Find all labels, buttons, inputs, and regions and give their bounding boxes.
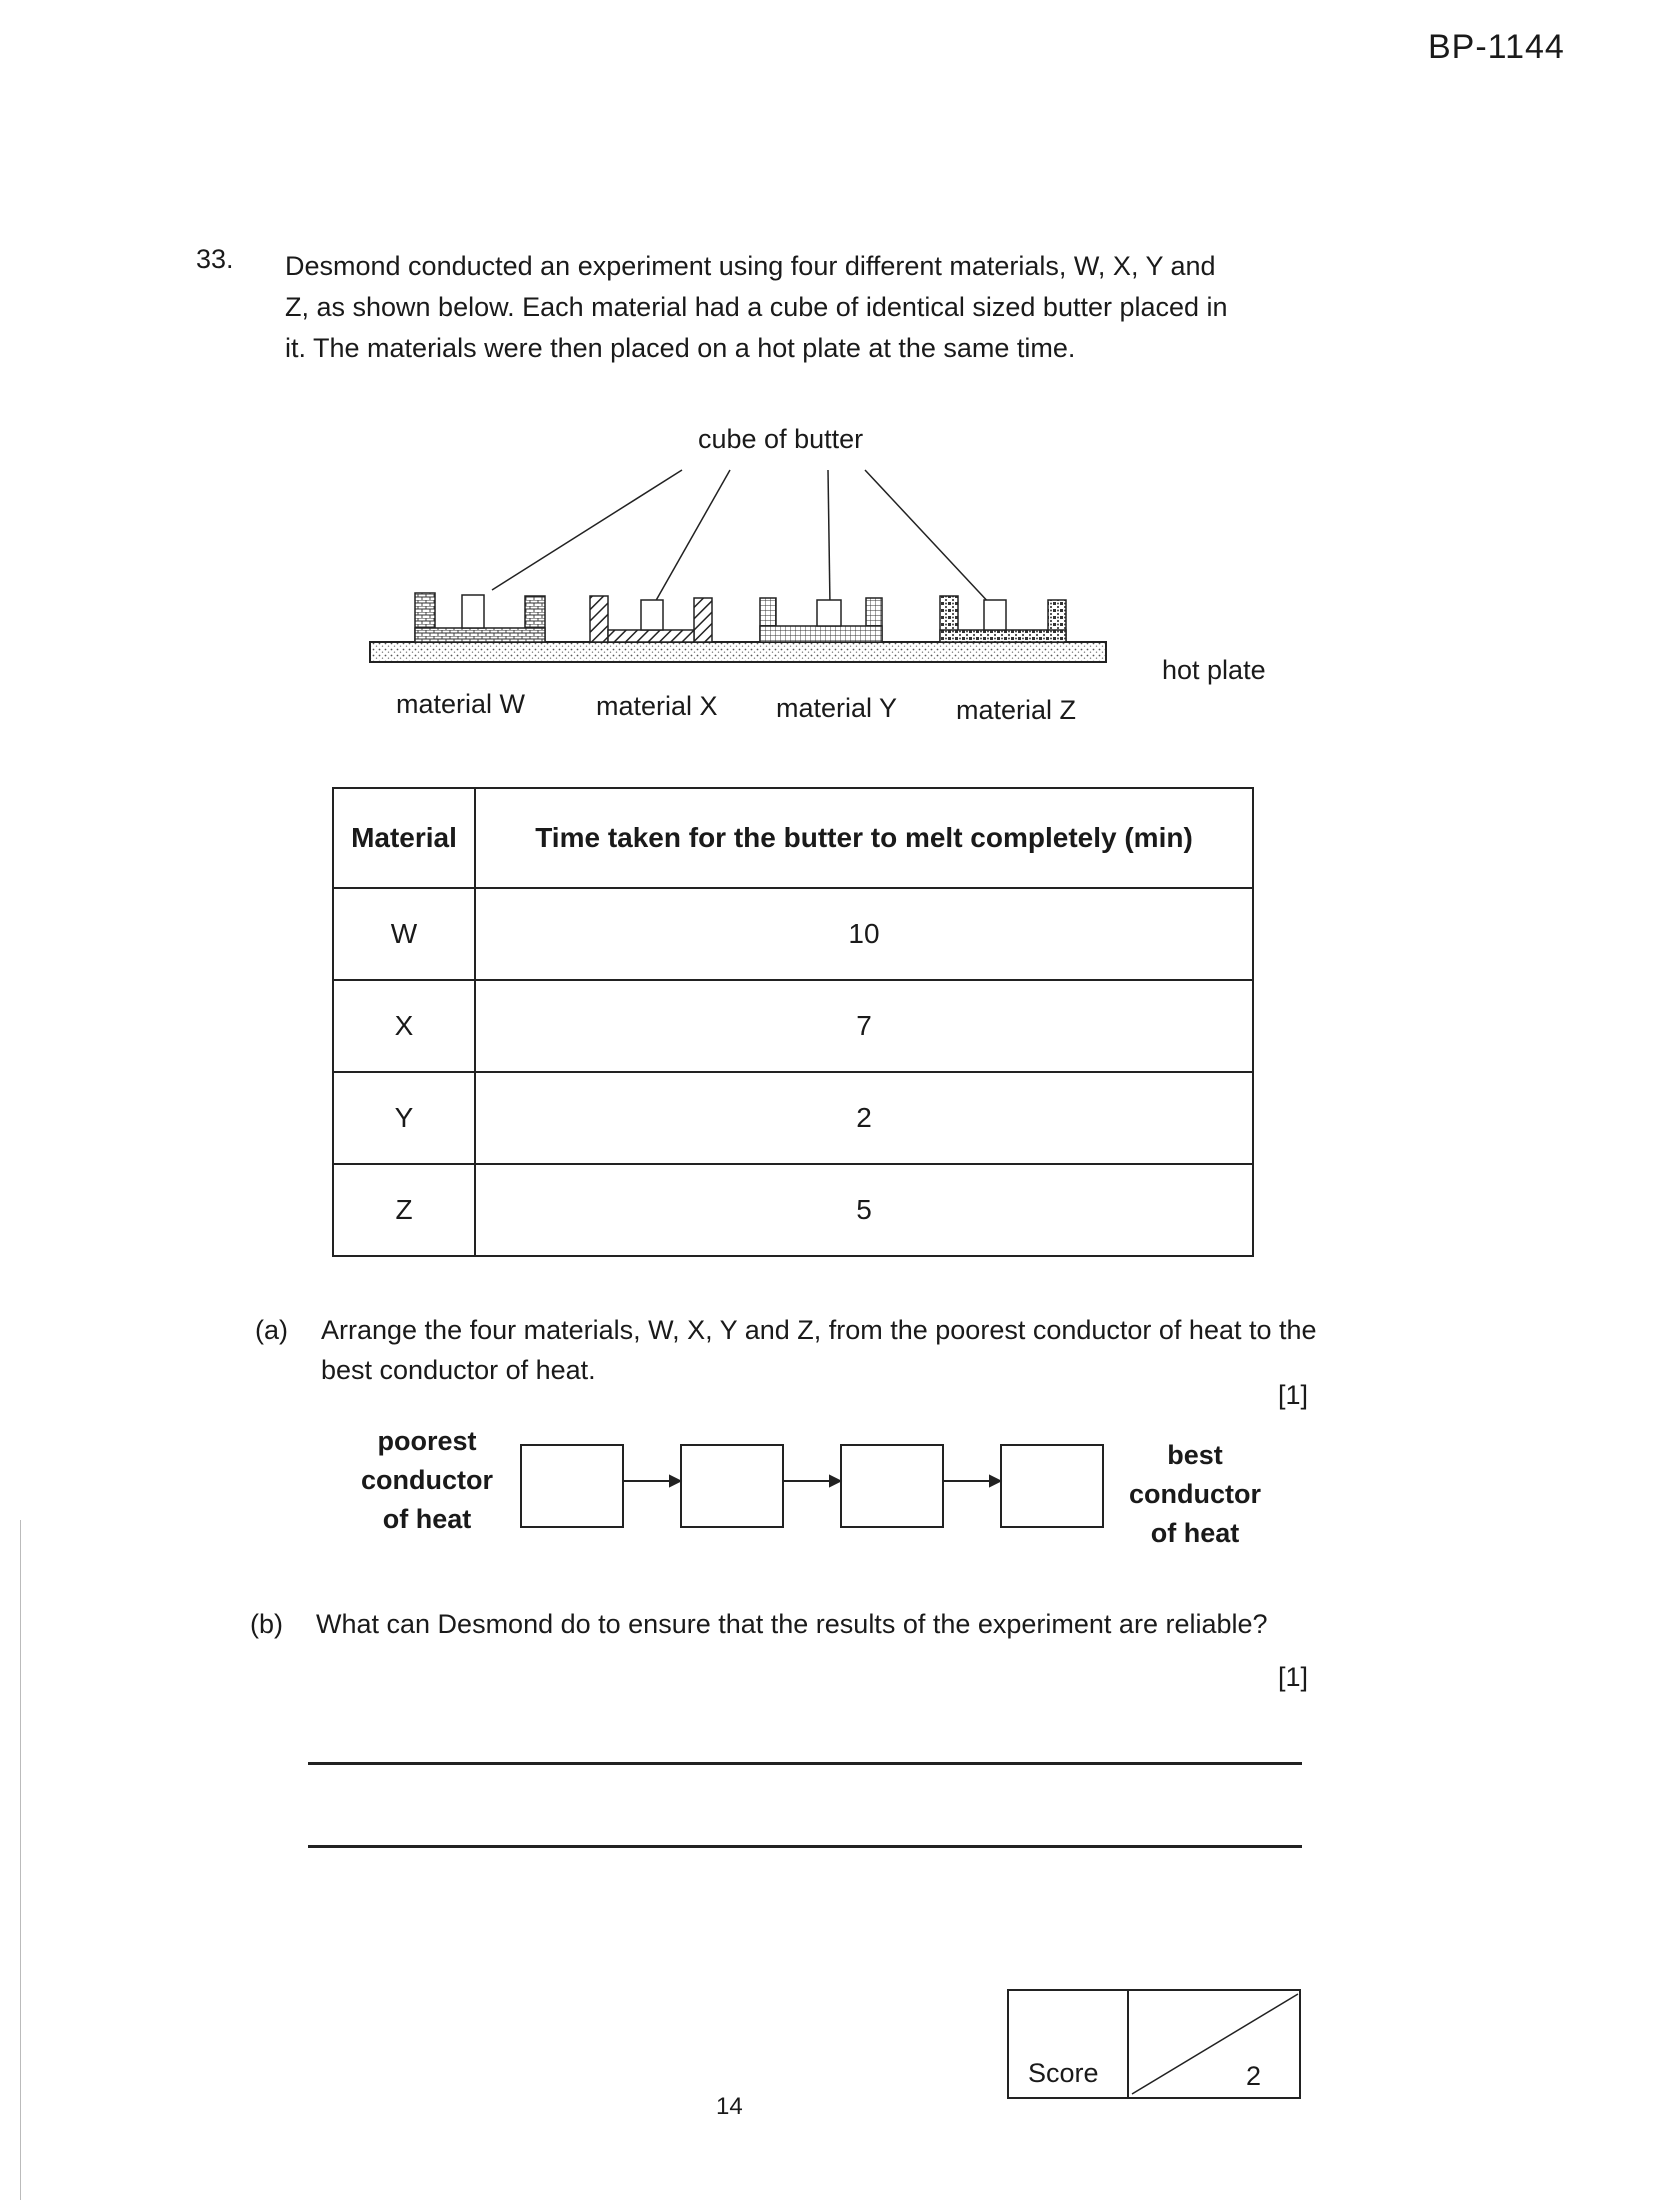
best-conductor-label [1115, 1436, 1275, 1553]
cell-time: 2 [475, 1072, 1253, 1164]
cell-time: 10 [475, 888, 1253, 980]
label-material-x: material X [596, 691, 718, 721]
material-z-container [940, 596, 1066, 642]
header-material: Material [333, 788, 475, 888]
intro-line-1: Desmond conducted an experiment using four different materials, W, X, Y and [285, 251, 1216, 281]
answer-line-1[interactable] [308, 1762, 1302, 1765]
best-label-line: of heat [1150, 1518, 1240, 1548]
table-row [333, 888, 1253, 980]
butter-label: cube of butter [698, 424, 864, 454]
part-a-label: (a) [255, 1315, 288, 1345]
label-material-y: material Y [776, 693, 898, 723]
poorest-conductor-label [342, 1422, 512, 1539]
poorest-label-line: conductor [361, 1465, 493, 1495]
leader-line-x [654, 470, 730, 604]
cell-material: Y [333, 1072, 475, 1164]
label-hot-plate: hot plate [1162, 655, 1266, 685]
score-box [1006, 1988, 1302, 2100]
arrow-head [990, 1476, 1000, 1486]
page-number: 14 [716, 2093, 743, 2120]
part-b-text: What can Desmond do to ensure that the results of the experiment are reliable? [316, 1609, 1268, 1639]
part-b-marks: [1] [1278, 1662, 1309, 1692]
butter-cube-y [817, 600, 841, 626]
header-time: Time taken for the butter to melt completely (min) [475, 788, 1253, 888]
part-a-text: Arrange the four materials, W, X, Y and Z, from the poorest conductor of heat to the best conductor of heat. [321, 1315, 1317, 1385]
table-row [333, 980, 1253, 1072]
score-max: 2 [1246, 2061, 1262, 2091]
question-intro [285, 246, 1335, 369]
hot-plate [370, 642, 1106, 662]
margin-line [20, 1520, 21, 2200]
cell-material: W [333, 888, 475, 980]
cell-time: 7 [475, 980, 1253, 1072]
best-label-line: conductor [1129, 1479, 1261, 1509]
experiment-diagram [360, 420, 1280, 740]
arrow-head [670, 1476, 680, 1486]
question-number: 33. [196, 244, 234, 274]
intro-line-3: it. The materials were then placed on a hot plate at the same time. [285, 333, 1076, 363]
poorest-label-line: poorest [377, 1426, 477, 1456]
material-y-container [760, 598, 882, 642]
butter-cube-w [462, 595, 484, 628]
cell-material: X [333, 980, 475, 1072]
leader-line-z [865, 470, 992, 606]
poorest-label-line: of heat [382, 1504, 472, 1534]
leader-line-w [492, 470, 682, 590]
flow-arrows [520, 1440, 1020, 1530]
answer-line-2[interactable] [308, 1845, 1302, 1848]
butter-cube-z [984, 600, 1006, 630]
label-material-w: material W [396, 689, 526, 719]
leader-line-y [828, 470, 830, 606]
results-table [332, 787, 1254, 1257]
paper-code: BP-1144 [1428, 28, 1565, 66]
cell-time: 5 [475, 1164, 1253, 1256]
score-label: Score [1028, 2058, 1099, 2088]
table-row [333, 1164, 1253, 1256]
butter-cube-x [641, 600, 663, 630]
cell-material: Z [333, 1164, 475, 1256]
table-header-row [333, 788, 1253, 888]
arrow-head [830, 1476, 840, 1486]
material-x-container [590, 596, 712, 642]
best-label-line: best [1167, 1440, 1223, 1470]
part-b-label: (b) [250, 1609, 283, 1639]
material-w-container [415, 593, 545, 642]
part-a-marks: [1] [1278, 1380, 1309, 1410]
intro-line-2: Z, as shown below. Each material had a cube of identical sized butter placed in [285, 292, 1228, 322]
table-row [333, 1072, 1253, 1164]
label-material-z: material Z [956, 695, 1077, 725]
